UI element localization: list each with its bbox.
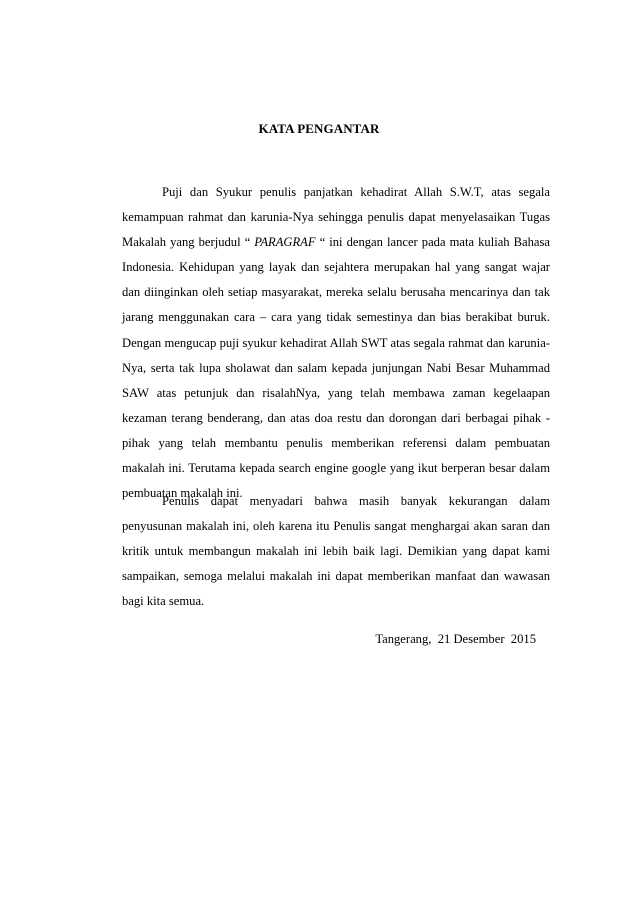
paper-title-italic: PARAGRAF	[254, 235, 316, 250]
body-paragraph-2: Penulis dapat menyadari bahwa masih banyak kekurangan dalam penyusunan makalah ini, oleh karena itu Penulis sangat menghargai akan saran dan kritik untuk membangun makalah ini lebih baik lagi. Demikian yang dapat kami sampaikan, semoga melalui makalah ini dapat memberikan manfaat dan wawasan bagi kita semua.	[122, 494, 550, 609]
paragraph-1-text-start: Puji dan Syukur penulis panjatkan kehadirat Allah S.W.T, atas segala kemampuan rahmat dan karunia-Nya sehingga penulis dapat menyelasaikan Tugas Makalah yang berjudul “	[122, 185, 550, 250]
body-paragraph-1	[122, 180, 550, 506]
place-date-signoff: Tangerang, 21 Desember 2015	[375, 632, 536, 646]
paragraph-1-text-end: “ ini dengan lancer pada mata kuliah Bahasa Indonesia. Kehidupan yang layak dan sejahtera merupakan hal yang sangat wajar dan diinginkan oleh setiap masyarakat, mereka selalu berusaha mencarinya dan tak jarang menggunakan cara – cara yang tidak semestinya dan bias berakibat buruk. Dengan mengucap puji syukur kehadirat Allah SWT atas segala rahmat dan karunia-Nya, serta tak lupa sholawat dan salam kepada junjungan Nabi Besar Muhammad SAW atas petunjuk dan risalahNya, yang telah membawa zaman kegelaapan kezaman terang benderang, dan atas doa restu dan dorongan dari berbagai pihak - pihak yang telah membantu penulis memberikan referensi dalam pembuatan makalah ini. Terutama kepada search engine google yang ikut berperan besar dalam pembuatan makalah ini.	[122, 235, 550, 501]
page-title: KATA PENGANTAR	[258, 121, 380, 136]
